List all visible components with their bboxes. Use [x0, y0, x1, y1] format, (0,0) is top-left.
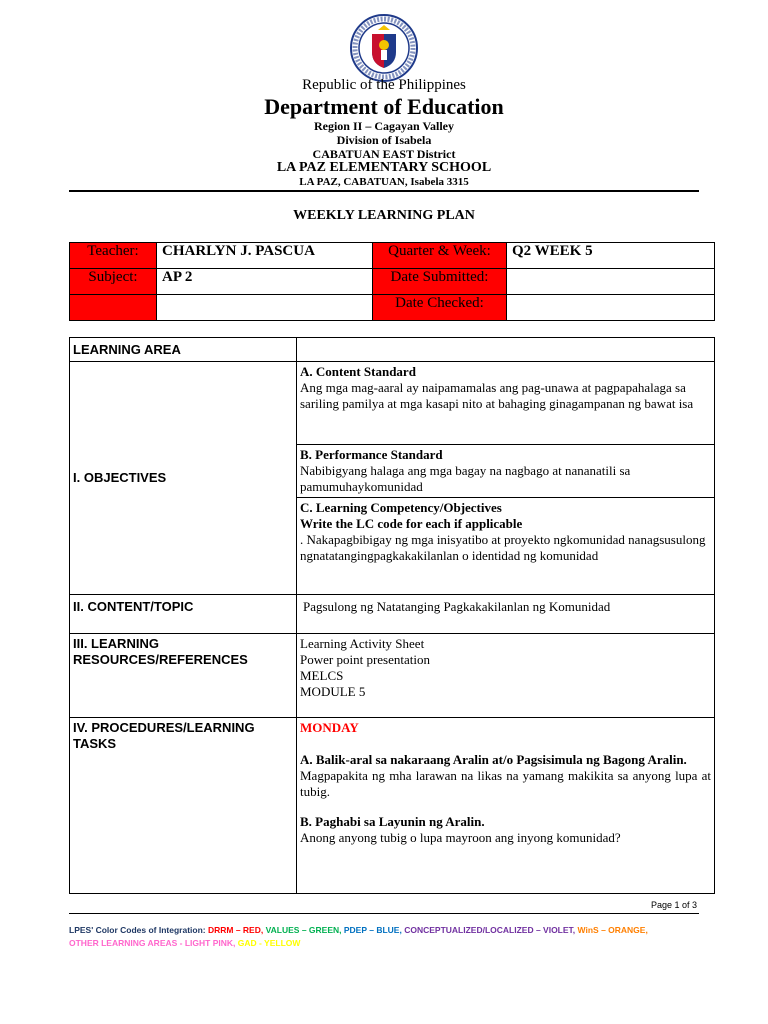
competency-text: . Nakapagbibigay ng mga inisyatibo at proyekto ngkomunidad nanagsusulong ngnatatangingpagkakakilanlan o identidad ng komunidad [300, 532, 706, 563]
resource-item: Learning Activity Sheet [300, 636, 425, 651]
content-topic-value: Pagsulong ng Natatanging Pagkakakilanlan ng Komunidad [297, 595, 715, 634]
department-title: Department of Education [264, 94, 504, 119]
teacher-label: Teacher: [70, 243, 157, 269]
performance-standard-text: Nabibigyang halaga ang mga bagay na nagbago at nananatili sa pamumuhaykomunidad [300, 463, 631, 494]
plan-title: WEEKLY LEARNING PLAN [293, 208, 475, 223]
codes-intro: LPES' Color Codes of Integration: [69, 925, 208, 935]
school-address: LA PAZ, CABATUAN, Isabela 3315 [299, 176, 469, 188]
step-a-title: A. Balik-aral sa nakaraang Aralin at/o Pagsisimula ng Bagong Aralin. [300, 752, 687, 767]
teacher-value: CHARLYN J. PASCUA [157, 243, 373, 269]
content-standard-title: A. Content Standard [300, 364, 416, 379]
procedures-label: IV. PROCEDURES/LEARNING TASKS [70, 718, 297, 894]
step-b-text: Anong anyong tubig o lupa mayroon ang inyong komunidad? [300, 830, 621, 845]
division-text: Division of Isabela [336, 133, 432, 147]
content-topic-label: II. CONTENT/TOPIC [70, 595, 297, 634]
code-wins: WinS – ORANGE, [577, 925, 648, 935]
resources-label: III. LEARNING RESOURCES/REFERENCES [70, 634, 297, 718]
code-conceptualized: CONCEPTUALIZED/LOCALIZED – VIOLET, [404, 925, 576, 935]
footer-divider [69, 913, 699, 914]
empty-cell [157, 295, 373, 321]
date-checked-label: Date Checked: [373, 295, 507, 321]
code-gad: GAD - YELLOW [237, 938, 301, 948]
competency-subtitle: Write the LC code for each if applicable [300, 516, 523, 531]
learning-area-label: LEARNING AREA [70, 338, 297, 362]
performance-standard-title: B. Performance Standard [300, 447, 443, 462]
district-text: CABATUAN EAST District [312, 147, 456, 161]
teacher-info-table [69, 242, 715, 321]
learning-area-value [297, 338, 715, 362]
date-submitted-value [507, 269, 715, 295]
resource-item: MELCS [300, 668, 344, 683]
step-a-text: Magpapakita ng mha larawan na likas na yamang makikita sa anyong lupa at tubig. [300, 768, 711, 799]
resources-cell [297, 634, 715, 718]
resource-item: MODULE 5 [300, 684, 366, 699]
header-divider [69, 190, 699, 192]
code-drrm: DRRM – RED, [207, 925, 264, 935]
performance-standard-cell [297, 445, 715, 498]
date-submitted-label: Date Submitted: [373, 269, 507, 295]
day-label: MONDAY [300, 720, 359, 735]
subject-label: Subject: [70, 269, 157, 295]
objectives-label: I. OBJECTIVES [70, 362, 297, 595]
content-standard-cell [297, 362, 715, 445]
color-codes-legend [69, 924, 709, 950]
quarter-label: Quarter & Week: [373, 243, 507, 269]
resource-item: Power point presentation [300, 652, 430, 667]
content-standard-text: Ang mga mag-aaral ay naipamamalas ang pag-unawa at pagpapahalaga sa sariling pamilya at mga kasapi nito at bahaging ginagampanan ng bawat isa [300, 380, 694, 411]
region-text: Region II – Cagayan Valley [313, 119, 455, 133]
date-checked-value [507, 295, 715, 321]
page-number: Page 1 of 3 [651, 900, 698, 910]
quarter-value: Q2 WEEK 5 [507, 243, 715, 269]
competency-title: C. Learning Competency/Objectives [300, 500, 502, 515]
learning-plan-table [69, 337, 715, 894]
deped-seal-icon [350, 14, 418, 82]
empty-red-cell [70, 295, 157, 321]
code-values: VALUES – GREEN, [265, 925, 342, 935]
school-name: LA PAZ ELEMENTARY SCHOOL [276, 160, 492, 175]
procedures-cell [297, 718, 715, 894]
code-pdep: PDEP – BLUE, [343, 925, 402, 935]
step-b-title: B. Paghabi sa Layunin ng Aralin. [300, 814, 485, 829]
code-other-areas: OTHER LEARNING AREAS - LIGHT PINK, [69, 938, 236, 948]
republic-text: Republic of the Philippines [302, 77, 466, 93]
competency-cell [297, 498, 715, 595]
subject-value: AP 2 [157, 269, 373, 295]
